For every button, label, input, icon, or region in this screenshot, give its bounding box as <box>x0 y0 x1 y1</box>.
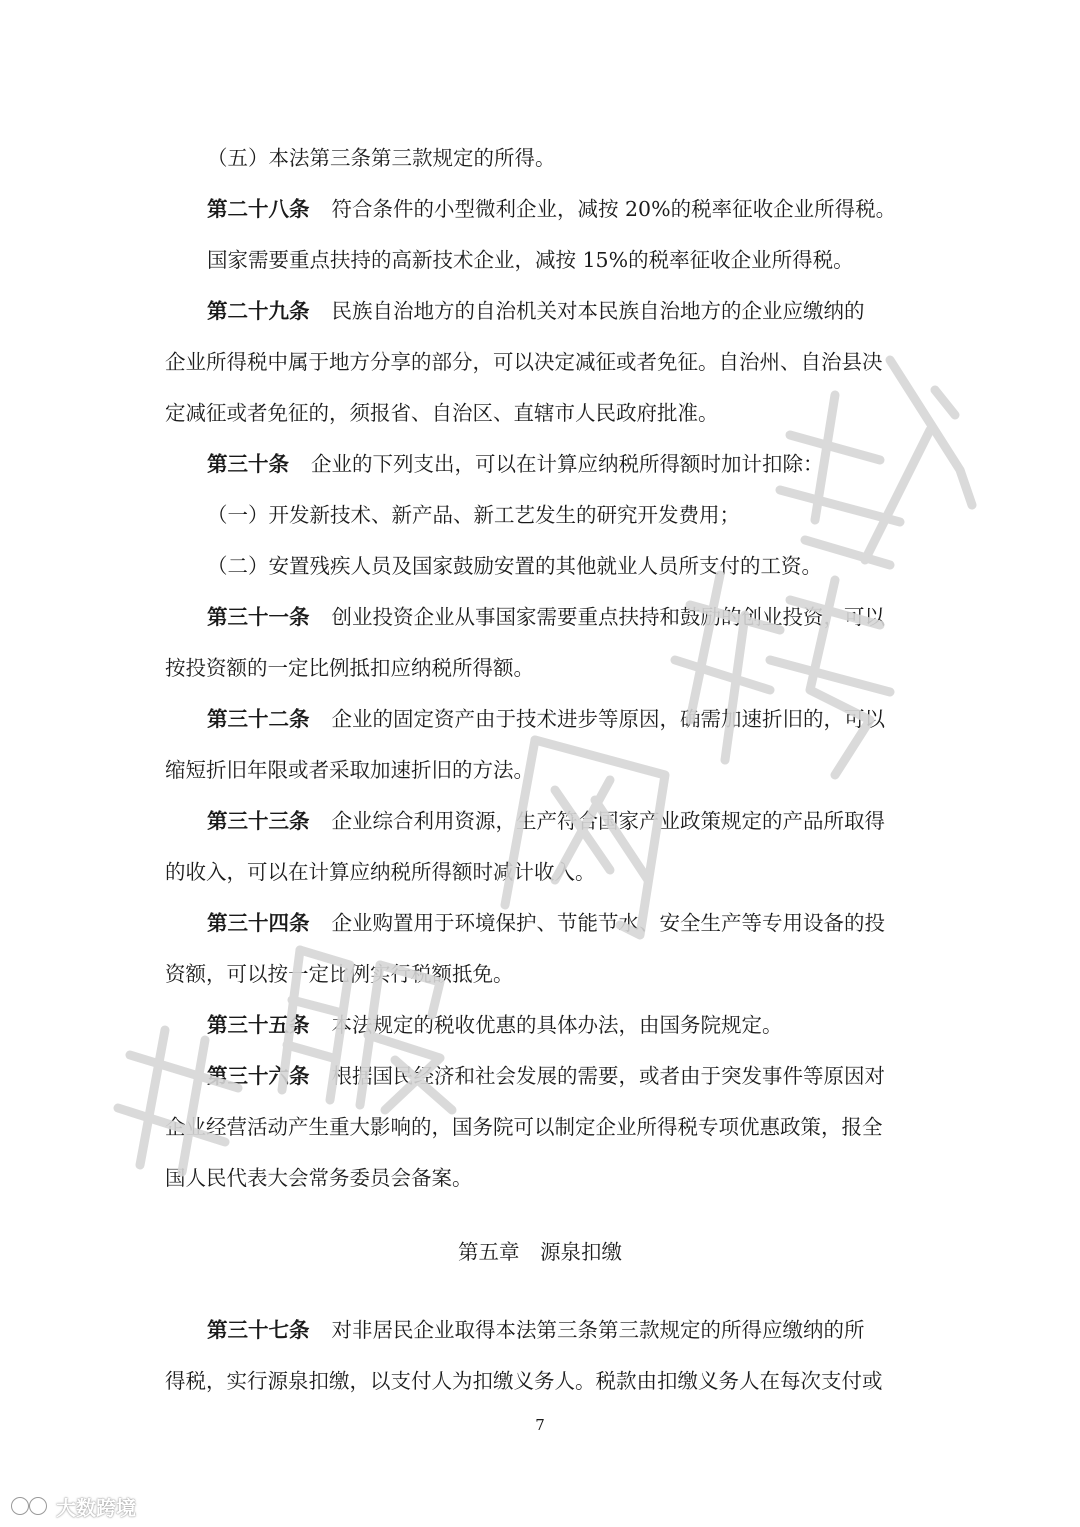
article-heading: 第二十八条 <box>207 197 310 221</box>
paragraph-line: 企业所得税中属于地方分享的部分，可以决定减征或者免征。自治州、自治县决 <box>165 350 883 374</box>
article-35-line-1: 第三十五条 本法规定的税收优惠的具体办法，由国务院规定。 <box>207 1013 783 1037</box>
page-number: 7 <box>535 1416 545 1434</box>
paragraph-line: （一）开发新技术、新产品、新工艺发生的研究开发费用； <box>207 503 740 527</box>
article-28-line-1: 第二十八条 符合条件的小型微利企业，减按 20%的税率征收企业所得税。 <box>207 197 897 221</box>
article-heading: 第三十三条 <box>207 809 310 833</box>
article-heading: 第三十四条 <box>207 911 310 935</box>
article-heading: 第三十六条 <box>207 1064 310 1088</box>
article-37-line-1: 第三十七条 对非居民企业取得本法第三条第三款规定的所得应缴纳的所 <box>207 1318 865 1342</box>
paragraph-line: 定减征或者免征的，须报省、自治区、直辖市人民政府批准。 <box>165 401 719 425</box>
brand-logo-icon <box>10 1494 50 1518</box>
article-heading: 第三十二条 <box>207 707 310 731</box>
paragraph-line: 国家需要重点扶持的高新技术企业，减按 15%的税率征收企业所得税。 <box>207 248 854 272</box>
article-30-line-1: 第三十条 企业的下列支出，可以在计算应纳税所得额时加计扣除： <box>207 452 824 476</box>
paragraph-line: （五）本法第三条第三款规定的所得。 <box>207 146 556 170</box>
chapter-title: 第五章 源泉扣缴 <box>458 1240 622 1264</box>
paragraph-line: 缩短折旧年限或者采取加速折旧的方法。 <box>165 758 534 782</box>
paragraph-line: 按投资额的一定比例抵扣应纳税所得额。 <box>165 656 534 680</box>
article-heading: 第三十七条 <box>207 1318 310 1342</box>
paragraph-line: （二）安置残疾人员及国家鼓励安置的其他就业人员所支付的工资。 <box>207 554 822 578</box>
article-31-line-1: 第三十一条 创业投资企业从事国家需要重点扶持和鼓励的创业投资，可以 <box>207 605 885 629</box>
paragraph-line: 的收入，可以在计算应纳税所得额时减计收入。 <box>165 860 596 884</box>
article-29-line-1: 第二十九条 民族自治地方的自治机关对本民族自治地方的企业应缴纳的 <box>207 299 865 323</box>
article-heading: 第二十九条 <box>207 299 310 323</box>
paragraph-line: 国人民代表大会常务委员会备案。 <box>165 1166 473 1190</box>
article-heading: 第三十条 <box>207 452 289 476</box>
brand-logo <box>10 1493 136 1519</box>
paragraph-line: 企业经营活动产生重大影响的，国务院可以制定企业所得税专项优惠政策，报全 <box>165 1115 883 1139</box>
article-36-line-1: 第三十六条 根据国民经济和社会发展的需要，或者由于突发事件等原因对 <box>207 1064 885 1088</box>
article-33-line-1: 第三十三条 企业综合利用资源，生产符合国家产业政策规定的产品所取得 <box>207 809 885 833</box>
paragraph-line: 得税，实行源泉扣缴，以支付人为扣缴义务人。税款由扣缴义务人在每次支付或 <box>165 1369 883 1393</box>
article-34-line-1: 第三十四条 企业购置用于环境保护、节能节水、安全生产等专用设备的投 <box>207 911 885 935</box>
paragraph-line: 资额，可以按一定比例实行税额抵免。 <box>165 962 514 986</box>
article-heading: 第三十五条 <box>207 1013 310 1037</box>
brand-name: 大数跨境 <box>56 1495 136 1520</box>
article-heading: 第三十一条 <box>207 605 310 629</box>
article-32-line-1: 第三十二条 企业的固定资产由于技术进步等原因，确需加速折旧的，可以 <box>207 707 885 731</box>
